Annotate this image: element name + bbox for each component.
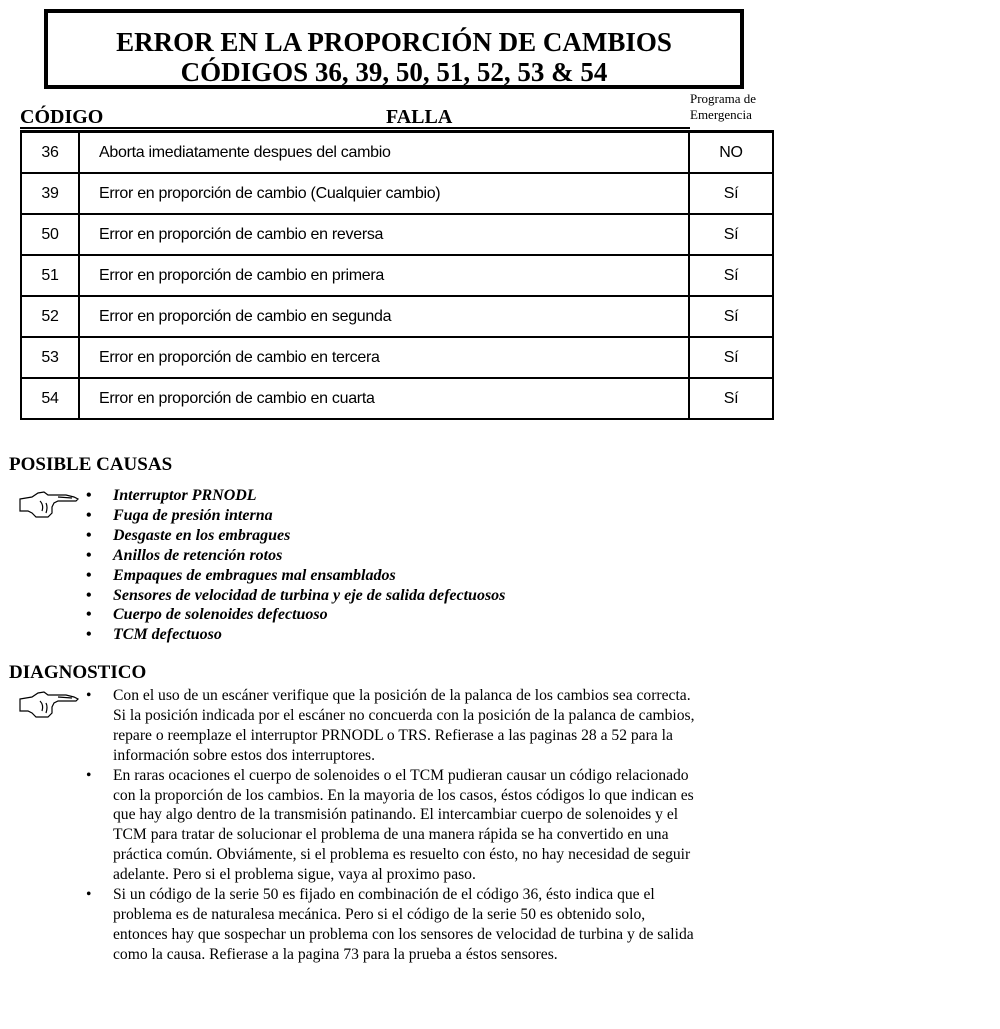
emergency-cell: Sí [689, 173, 773, 214]
emergency-cell: Sí [689, 296, 773, 337]
fault-cell: Error en proporción de cambio en reversa [79, 214, 689, 255]
list-item: • Interruptor PRNODL [86, 486, 505, 506]
code-cell: 54 [21, 378, 79, 419]
code-cell: 52 [21, 296, 79, 337]
header-rule [20, 127, 690, 129]
diagnostic-heading: DIAGNOSTICO [9, 662, 147, 683]
column-header-emergency [690, 91, 756, 123]
table-row [21, 132, 773, 174]
code-cell: 51 [21, 255, 79, 296]
list-item: • Anillos de retención rotos [86, 546, 505, 566]
table-row [21, 378, 773, 419]
causes-list [86, 486, 505, 645]
emergency-cell: Sí [689, 378, 773, 419]
pointing-hand-icon [18, 689, 82, 719]
list-item: • Con el uso de un escáner verifique que la posición de la palanca de los cambios sea correcta. Si la posición indicada por el escáner no concuerda con la posición de la palanca de cambios, repare o reemplaze el interruptor PRNODL o TRS. Refierase a las paginas 28 a 52 para la información sobre estos dos interruptores. [86, 686, 696, 766]
emergency-cell: NO [689, 132, 773, 174]
list-item: • Fuga de presión interna [86, 506, 505, 526]
fault-cell: Error en proporción de cambio en segunda [79, 296, 689, 337]
column-header-code: CÓDIGO [20, 106, 104, 128]
causes-heading: POSIBLE CAUSAS [9, 454, 173, 475]
list-item: • Cuerpo de solenoides defectuoso [86, 605, 505, 625]
title-line-1: ERROR EN LA PROPORCIÓN DE CAMBIOS [116, 27, 672, 57]
table-row [21, 173, 773, 214]
code-cell: 53 [21, 337, 79, 378]
table-row [21, 255, 773, 296]
diagnostic-list [86, 686, 696, 965]
list-item: • En raras ocaciones el cuerpo de solenoides o el TCM pudieran causar un código relacionado con la proporción de los cambios. En la mayoria de los casos, éstos códigos lo que indican es que hay algo dentro de la transmisión patinando. El intercambiar cuerpo de solenoides y el TCM para tratar de solucionar el problema de una manera rápida se ha convertido en una práctica común. Obviámente, si el problema es resuelto con ésto, no hay necesidad de seguir adelante. Pero si el problema sigue, vaya al proximo paso. [86, 766, 696, 885]
list-item: • Si un código de la serie 50 es fijado en combinación de el código 36, ésto indica que el problema es de naturalesa mecánica. Pero si el código de la serie 50 es obtenido solo, entonces hay que sospechar un problema con los sensores de velocidad de turbina y de salida como la causa. Refierase a la pagina 73 para la prueba a éstos sensores. [86, 885, 696, 965]
list-item: • Desgaste en los embragues [86, 526, 505, 546]
column-header-emergency-line2: Emergencia [690, 107, 752, 122]
list-item: • TCM defectuoso [86, 625, 505, 645]
emergency-cell: Sí [689, 337, 773, 378]
list-item: • Sensores de velocidad de turbina y eje de salida defectuosos [86, 586, 505, 606]
code-cell: 36 [21, 132, 79, 174]
table-row [21, 296, 773, 337]
pointing-hand-icon [18, 489, 82, 519]
fault-cell: Error en proporción de cambio en cuarta [79, 378, 689, 419]
column-header-emergency-line1: Programa de [690, 91, 757, 106]
table-row [21, 214, 773, 255]
codes-table [20, 130, 774, 420]
code-cell: 50 [21, 214, 79, 255]
code-cell: 39 [21, 173, 79, 214]
title-line-2: CÓDIGOS 36, 39, 50, 51, 52, 53 & 54 [180, 57, 608, 87]
table-row [21, 337, 773, 378]
fault-cell: Aborta imediatamente despues del cambio [79, 132, 689, 174]
emergency-cell: Sí [689, 255, 773, 296]
column-header-fault: FALLA [386, 106, 453, 128]
emergency-cell: Sí [689, 214, 773, 255]
fault-cell: Error en proporción de cambio en primera [79, 255, 689, 296]
fault-cell: Error en proporción de cambio en tercera [79, 337, 689, 378]
list-item: • Empaques de embragues mal ensamblados [86, 566, 505, 586]
title-box [44, 9, 744, 89]
fault-cell: Error en proporción de cambio (Cualquier cambio) [79, 173, 689, 214]
